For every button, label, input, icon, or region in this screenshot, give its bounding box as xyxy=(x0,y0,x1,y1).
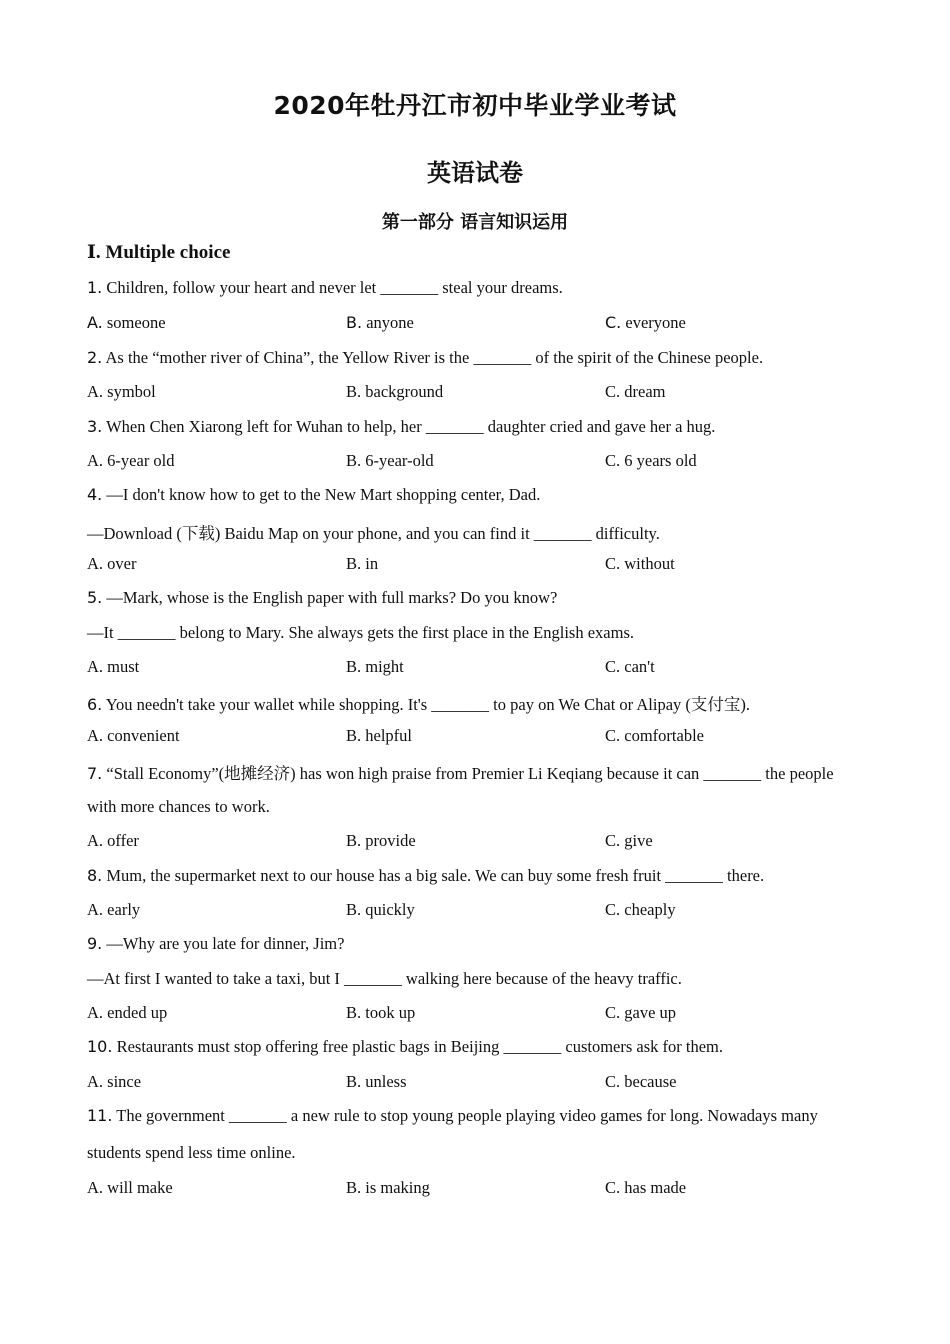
option-text: unless xyxy=(365,1072,407,1091)
question-7-stem-line xyxy=(87,797,270,817)
option-text: background xyxy=(365,382,444,401)
option-b xyxy=(346,451,434,471)
option-letter: B. xyxy=(346,657,362,676)
option-c xyxy=(605,831,653,851)
question-number: 11. xyxy=(87,1106,113,1125)
option-c xyxy=(605,313,686,333)
option-text: 6-year-old xyxy=(365,451,434,470)
option-letter: A. xyxy=(87,451,104,470)
exam-title: 2020年牡丹江市初中毕业学业考试 xyxy=(273,91,677,120)
question-number: 6. xyxy=(87,695,103,714)
option-letter: B. xyxy=(346,1072,362,1091)
option-text: cheaply xyxy=(624,900,676,919)
option-text: quickly xyxy=(365,900,415,919)
option-text: without xyxy=(624,554,675,573)
question-3-stem-line xyxy=(87,417,715,437)
question-text: students spend less time online. xyxy=(87,1143,296,1162)
option-text: convenient xyxy=(107,726,180,745)
question-9-stem-line xyxy=(87,934,344,954)
option-a xyxy=(87,900,140,920)
question-5-stem-line xyxy=(87,588,557,608)
question-6-stem-line xyxy=(87,691,750,715)
option-text: over xyxy=(107,554,137,573)
option-letter: C. xyxy=(605,1178,621,1197)
option-letter: B. xyxy=(346,1003,362,1022)
option-b xyxy=(346,900,415,920)
question-7-stem-line xyxy=(87,760,834,784)
option-letter: A. xyxy=(87,1072,104,1091)
option-c xyxy=(605,554,675,574)
option-b xyxy=(346,831,416,851)
option-b xyxy=(346,382,443,402)
question-9-stem-line xyxy=(87,969,682,989)
option-letter: C. xyxy=(605,831,621,850)
option-letter: C. xyxy=(605,554,621,573)
question-text: Children, follow your heart and never let _______ steal your dreams. xyxy=(106,278,563,297)
option-letter: C. xyxy=(605,726,621,745)
question-1-stem-line xyxy=(87,278,563,298)
option-text: can't xyxy=(624,657,655,676)
option-text: provide xyxy=(365,831,416,850)
option-letter: A. xyxy=(87,831,104,850)
question-text: —Mark, whose is the English paper with full marks? Do you know? xyxy=(106,588,558,607)
question-number: 9. xyxy=(87,934,103,953)
option-text: everyone xyxy=(625,313,686,332)
question-5-stem-line xyxy=(87,623,634,643)
part-heading: 第一部分 语言知识运用 xyxy=(381,212,569,233)
option-letter: A. xyxy=(87,657,104,676)
option-c xyxy=(605,726,704,746)
option-a xyxy=(87,1178,173,1198)
question-number: 5. xyxy=(87,588,103,607)
option-a xyxy=(87,831,139,851)
option-text: in xyxy=(365,554,379,573)
option-text: ended up xyxy=(107,1003,168,1022)
option-text: is making xyxy=(365,1178,430,1197)
option-letter: B. xyxy=(346,382,362,401)
option-text: dream xyxy=(624,382,666,401)
option-c xyxy=(605,900,676,920)
option-b xyxy=(346,1178,430,1198)
exam-subtitle: 英语试卷 xyxy=(427,159,523,187)
option-a xyxy=(87,382,156,402)
question-number: 1. xyxy=(87,278,103,297)
option-letter: C. xyxy=(605,382,621,401)
option-a xyxy=(87,726,180,746)
option-letter: B. xyxy=(346,451,362,470)
option-text: gave up xyxy=(624,1003,677,1022)
question-number: 10. xyxy=(87,1037,113,1056)
option-text: must xyxy=(107,657,140,676)
option-b xyxy=(346,657,404,677)
question-text: Mum, the supermarket next to our house has a big sale. We can buy some fresh fruit _______ there. xyxy=(106,866,765,885)
option-text: comfortable xyxy=(624,726,704,745)
option-text: someone xyxy=(106,313,166,332)
question-text: When Chen Xiarong left for Wuhan to help, her _______ daughter cried and gave her a hug. xyxy=(106,417,716,436)
question-number: 7. xyxy=(87,764,103,783)
option-text: 6 years old xyxy=(624,451,697,470)
question-text: —Why are you late for dinner, Jim? xyxy=(106,934,345,953)
question-text: You needn't take your wallet while shopping. It's _______ to pay on We Chat or Alipay (支付宝). xyxy=(105,695,751,714)
question-number: 2. xyxy=(87,348,103,367)
option-text: might xyxy=(365,657,404,676)
option-b xyxy=(346,313,414,333)
option-letter: A. xyxy=(87,900,104,919)
question-2-stem-line xyxy=(87,348,763,368)
question-text: —Download (下载) Baidu Map on your phone, and you can find it _______ difficulty. xyxy=(87,524,660,543)
option-text: give xyxy=(624,831,653,850)
section-heading: Ⅰ. Multiple choice xyxy=(87,242,231,263)
question-text: As the “mother river of China”, the Yellow River is the _______ of the spirit of the Chinese people. xyxy=(105,348,764,367)
option-letter: C. xyxy=(605,1003,621,1022)
question-number: 3. xyxy=(87,417,103,436)
option-b xyxy=(346,1003,415,1023)
option-a xyxy=(87,657,139,677)
option-c xyxy=(605,382,666,402)
option-c xyxy=(605,451,697,471)
option-a xyxy=(87,313,166,333)
option-letter: A. xyxy=(87,382,104,401)
question-number: 8. xyxy=(87,866,103,885)
question-text: —At first I wanted to take a taxi, but I _______ walking here because of the heavy traffic. xyxy=(87,969,682,988)
option-text: symbol xyxy=(107,382,156,401)
question-text: The government _______ a new rule to stop young people playing video games for long. Nowadays many xyxy=(116,1106,818,1125)
option-c xyxy=(605,1072,676,1092)
option-text: helpful xyxy=(365,726,413,745)
question-11-stem-line xyxy=(87,1106,818,1126)
option-b xyxy=(346,1072,407,1092)
option-letter: C. xyxy=(605,900,621,919)
option-text: offer xyxy=(107,831,139,850)
option-letter: A. xyxy=(87,1178,104,1197)
question-4-stem-line xyxy=(87,520,660,544)
option-letter: B. xyxy=(346,1178,362,1197)
question-text: “Stall Economy”(地摊经济) has won high praise from Premier Li Keqiang because it can _______ the people xyxy=(106,764,834,783)
option-text: because xyxy=(624,1072,677,1091)
question-11-stem-line xyxy=(87,1143,296,1163)
option-text: will make xyxy=(107,1178,173,1197)
option-b xyxy=(346,726,412,746)
question-text: with more chances to work. xyxy=(87,797,270,816)
option-letter: B. xyxy=(346,726,362,745)
question-text: —I don't know how to get to the New Mart shopping center, Dad. xyxy=(106,485,541,504)
option-a xyxy=(87,451,175,471)
option-c xyxy=(605,657,655,677)
option-letter: B. xyxy=(346,831,362,850)
option-text: 6-year old xyxy=(107,451,175,470)
option-letter: A. xyxy=(87,1003,104,1022)
option-letter: B. xyxy=(346,554,362,573)
option-text: since xyxy=(107,1072,142,1091)
option-letter: C. xyxy=(605,1072,621,1091)
option-letter: C. xyxy=(605,657,621,676)
option-letter: A. xyxy=(87,313,103,332)
option-c xyxy=(605,1178,686,1198)
option-letter: A. xyxy=(87,726,104,745)
option-a xyxy=(87,1072,141,1092)
option-text: has made xyxy=(624,1178,687,1197)
option-letter: B. xyxy=(346,900,362,919)
question-text: —It _______ belong to Mary. She always gets the first place in the English exams. xyxy=(87,623,634,642)
question-text: Restaurants must stop offering free plastic bags in Beijing _______ customers ask for them. xyxy=(116,1037,723,1056)
question-4-stem-line xyxy=(87,485,540,505)
question-10-stem-line xyxy=(87,1037,723,1057)
option-letter: C. xyxy=(605,313,622,332)
option-b xyxy=(346,554,378,574)
option-c xyxy=(605,1003,676,1023)
question-8-stem-line xyxy=(87,866,764,886)
option-letter: B. xyxy=(346,313,363,332)
option-letter: C. xyxy=(605,451,621,470)
question-number: 4. xyxy=(87,485,103,504)
option-text: took up xyxy=(365,1003,416,1022)
option-text: anyone xyxy=(366,313,414,332)
option-a xyxy=(87,1003,167,1023)
option-a xyxy=(87,554,137,574)
option-text: early xyxy=(107,900,141,919)
option-letter: A. xyxy=(87,554,104,573)
